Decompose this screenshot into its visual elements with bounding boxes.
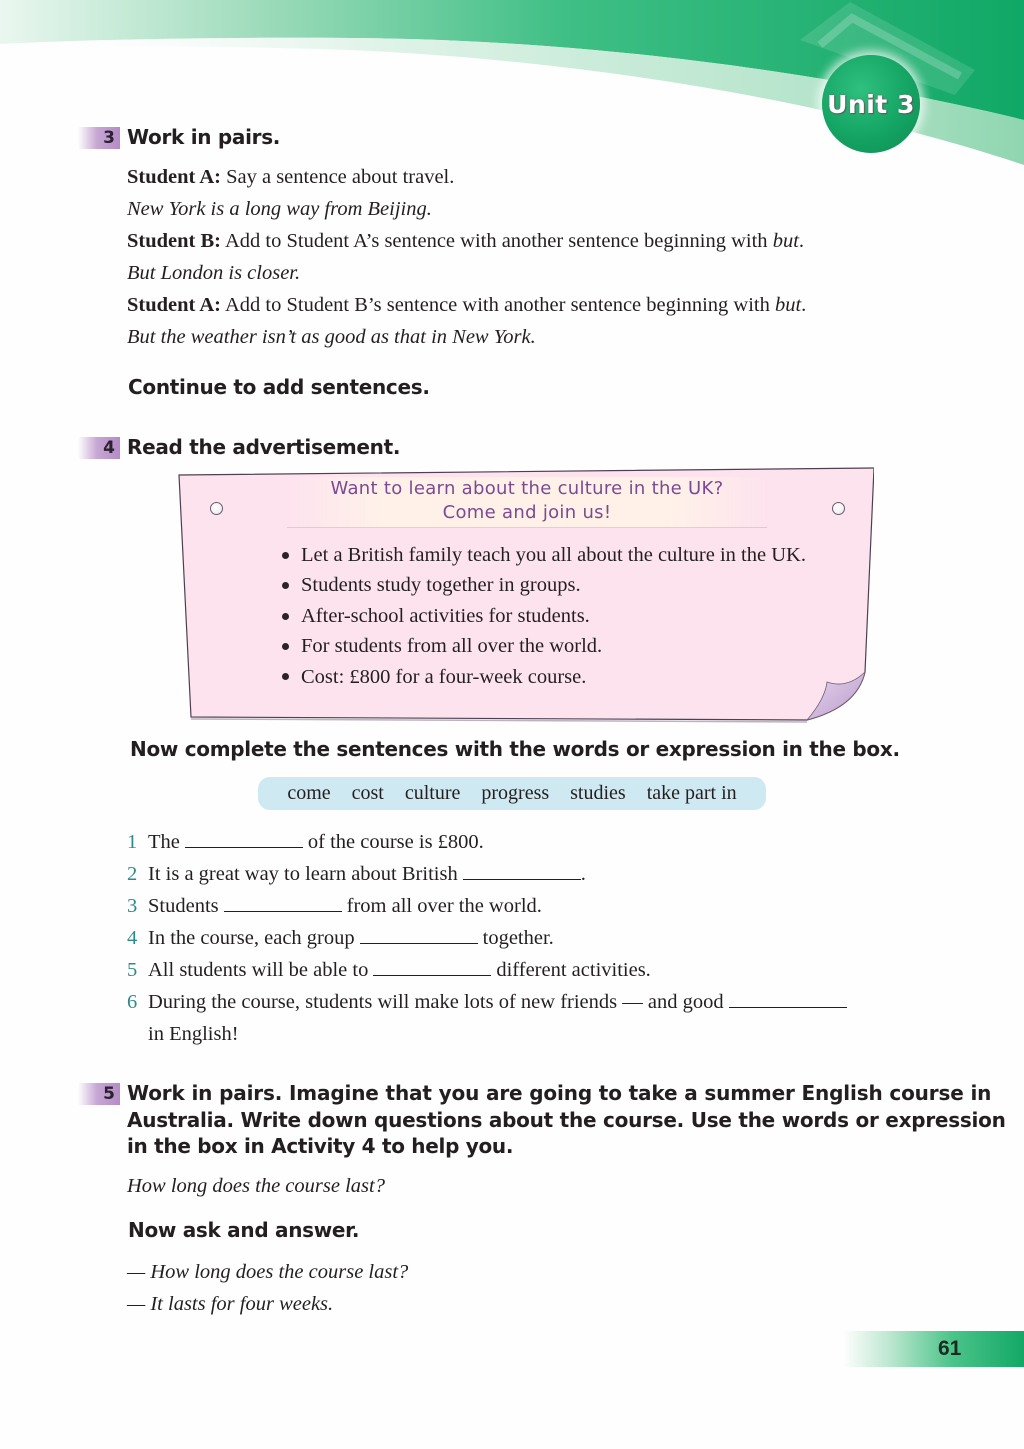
activity-4-heading <box>78 435 400 459</box>
advertisement-item <box>282 631 806 661</box>
continue-instruction: Continue to add sentences. <box>128 375 430 399</box>
example-sentence: But the weather isn’t as good as that in New York. <box>127 326 536 348</box>
sentence-number: 2 <box>127 863 138 885</box>
sentence-number: 5 <box>127 959 138 981</box>
example-question: How long does the course last? <box>127 1175 385 1197</box>
advertisement-item-text: Cost: £800 for a four-week course. <box>301 665 587 688</box>
speaker-label: Student A: <box>127 166 221 188</box>
unit-badge <box>822 55 920 153</box>
word-box <box>258 777 766 810</box>
answer-blank[interactable] <box>224 893 342 912</box>
sentence-text: . <box>580 863 586 885</box>
pin-icon <box>210 502 223 515</box>
instruction-text: Add to Student B’s sentence with another sentence beginning with <box>220 294 775 316</box>
activity-title-line: in the box in Activity 4 to help you. <box>127 1134 514 1158</box>
instruction-text: Say a sentence about travel. <box>220 166 455 188</box>
sentence-text: The <box>148 831 180 853</box>
activity-number-tag: 4 <box>78 437 120 459</box>
sentence-text: of the course is £800. <box>307 831 484 853</box>
activity-title: Read the advertisement. <box>127 435 401 459</box>
sentence-number: 6 <box>127 991 138 1013</box>
sentence-text: It is a great way to learn about British <box>148 863 458 885</box>
bullet-icon <box>282 582 289 589</box>
advertisement-list <box>282 540 806 692</box>
dialogue-line: — It lasts for four weeks. <box>127 1293 334 1315</box>
word-option: culture <box>404 782 461 804</box>
sentence-text: In the course, each group <box>148 927 355 949</box>
sentence-item <box>127 858 586 890</box>
page-number: 61 <box>938 1337 962 1360</box>
instruction-line <box>127 289 806 321</box>
instruction-line <box>127 225 804 257</box>
advertisement-item <box>282 662 806 692</box>
complete-instruction: Now complete the sentences with the words or expression in the box. <box>130 737 900 761</box>
word-option: come <box>287 782 331 804</box>
activity-title-line: Australia. Write down questions about the course. Use the words or expression <box>127 1107 1006 1132</box>
sentence-text: together. <box>482 927 554 949</box>
instruction-text: Add to Student A’s sentence with another sentence beginning with <box>220 230 773 252</box>
activity-number-tag: 3 <box>78 127 120 149</box>
word-option: take part in <box>646 782 737 804</box>
sentence-item <box>127 986 852 1018</box>
answer-blank[interactable] <box>373 957 491 976</box>
answer-blank[interactable] <box>463 861 581 880</box>
pin-icon <box>832 502 845 515</box>
advertisement-title <box>287 477 767 528</box>
advertisement-item-text: Students study together in groups. <box>301 574 581 597</box>
activity-title: Work in pairs. <box>127 125 281 149</box>
punctuation: . <box>801 294 807 316</box>
advertisement-item <box>282 540 806 570</box>
sentence-number: 4 <box>127 927 138 949</box>
sentence-continuation: in English! <box>148 1023 239 1045</box>
example-sentence: But London is closer. <box>127 262 301 284</box>
speaker-label: Student B: <box>127 230 221 252</box>
advertisement-item-text: After-school activities for students. <box>301 604 590 627</box>
sentence-item <box>127 954 651 986</box>
sentence-text: from all over the world. <box>346 895 542 917</box>
punctuation: . <box>798 230 805 252</box>
advertisement-item <box>282 601 806 631</box>
advertisement-item-text: Let a British family teach you all about the culture in the UK. <box>301 544 806 566</box>
activity-5-heading <box>78 1081 1006 1160</box>
activity-title <box>127 1080 1006 1160</box>
advertisement-title-line: Come and join us! <box>442 502 612 523</box>
bullet-icon <box>282 673 289 680</box>
unit-label: Unit 3 <box>827 89 915 119</box>
sentence-item <box>127 826 484 858</box>
word-option: studies <box>570 782 626 804</box>
advertisement-item-text: For students from all over the world. <box>301 635 603 658</box>
answer-blank[interactable] <box>360 925 478 944</box>
sentence-text: different activities. <box>496 959 651 981</box>
example-sentence: New York is a long way from Beijing. <box>127 198 432 220</box>
instruction-line <box>127 161 454 193</box>
sentence-text: All students will be able to <box>148 959 369 981</box>
activity-3-heading <box>78 125 280 149</box>
sentence-number: 3 <box>127 895 138 917</box>
speaker-label: Student A: <box>127 294 221 316</box>
page-number-bar <box>843 1331 1024 1367</box>
emphasis-word: but <box>774 294 802 316</box>
sentence-number: 1 <box>127 831 138 853</box>
activity-number-tag: 5 <box>78 1083 120 1105</box>
advertisement-item <box>282 570 806 600</box>
word-option: progress <box>481 782 550 804</box>
advertisement-title-line: Want to learn about the culture in the UK? <box>330 478 724 499</box>
sentence-item <box>127 890 542 922</box>
sentence-text: Students <box>148 895 219 917</box>
sentence-text: During the course, students will make lots of new friends — and good <box>148 991 724 1013</box>
bullet-icon <box>282 613 289 620</box>
advertisement-card <box>177 467 874 720</box>
ask-answer-instruction: Now ask and answer. <box>128 1218 360 1242</box>
answer-blank[interactable] <box>729 989 847 1008</box>
emphasis-word: but <box>772 230 799 252</box>
activity-title-line: Work in pairs. Imagine that you are going to take a summer English course in <box>127 1081 992 1105</box>
bullet-icon <box>282 643 289 650</box>
bullet-icon <box>282 552 289 559</box>
dialogue-line: — How long does the course last? <box>127 1261 409 1283</box>
answer-blank[interactable] <box>185 829 303 848</box>
sentence-item <box>127 922 554 954</box>
word-option: cost <box>351 782 384 804</box>
